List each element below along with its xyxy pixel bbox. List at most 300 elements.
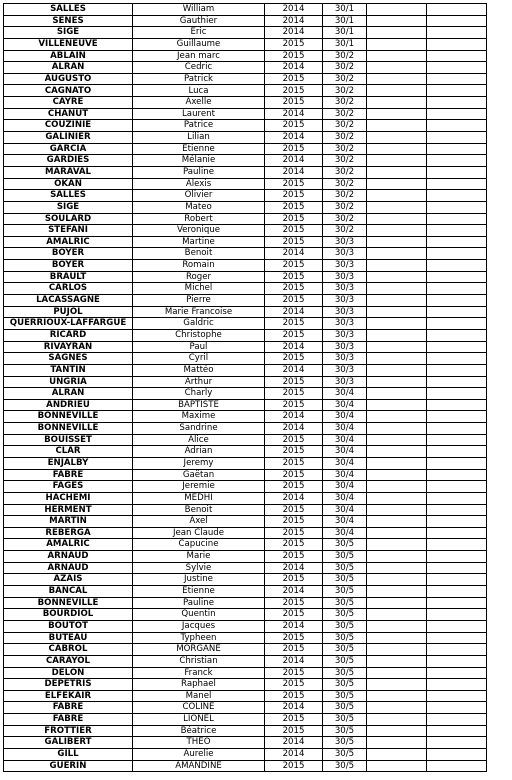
empty-cell[interactable] xyxy=(367,667,427,679)
year-cell[interactable]: 2015 xyxy=(265,190,323,202)
empty-cell[interactable] xyxy=(427,260,487,272)
empty-cell[interactable] xyxy=(427,155,487,167)
empty-cell[interactable] xyxy=(427,516,487,528)
empty-cell[interactable] xyxy=(367,329,427,341)
last-name-cell[interactable]: BUTEAU xyxy=(4,632,133,644)
year-cell[interactable]: 2014 xyxy=(265,620,323,632)
empty-cell[interactable] xyxy=(367,143,427,155)
empty-cell[interactable] xyxy=(367,411,427,423)
empty-cell[interactable] xyxy=(427,399,487,411)
last-name-cell[interactable]: BOYER xyxy=(4,248,133,260)
ranking-cell[interactable]: 30/2 xyxy=(323,225,367,237)
last-name-cell[interactable]: FROTTIER xyxy=(4,725,133,737)
ranking-cell[interactable]: 30/3 xyxy=(323,376,367,388)
ranking-cell[interactable]: 30/5 xyxy=(323,539,367,551)
first-name-cell[interactable]: Axel xyxy=(133,516,265,528)
empty-cell[interactable] xyxy=(427,527,487,539)
ranking-cell[interactable]: 30/1 xyxy=(323,27,367,39)
year-cell[interactable]: 2015 xyxy=(265,667,323,679)
empty-cell[interactable] xyxy=(367,562,427,574)
ranking-cell[interactable]: 30/5 xyxy=(323,690,367,702)
empty-cell[interactable] xyxy=(367,469,427,481)
year-cell[interactable]: 2015 xyxy=(265,283,323,295)
first-name-cell[interactable]: Sylvie xyxy=(133,562,265,574)
empty-cell[interactable] xyxy=(427,434,487,446)
empty-cell[interactable] xyxy=(427,423,487,435)
year-cell[interactable]: 2015 xyxy=(265,446,323,458)
empty-cell[interactable] xyxy=(427,341,487,353)
year-cell[interactable]: 2014 xyxy=(265,27,323,39)
ranking-cell[interactable]: 30/5 xyxy=(323,749,367,761)
empty-cell[interactable] xyxy=(367,423,427,435)
last-name-cell[interactable]: GALIBERT xyxy=(4,737,133,749)
last-name-cell[interactable]: DELON xyxy=(4,667,133,679)
ranking-cell[interactable]: 30/2 xyxy=(323,143,367,155)
first-name-cell[interactable]: Jacques xyxy=(133,620,265,632)
empty-cell[interactable] xyxy=(427,725,487,737)
first-name-cell[interactable]: Lilian xyxy=(133,132,265,144)
year-cell[interactable]: 2015 xyxy=(265,213,323,225)
ranking-cell[interactable]: 30/1 xyxy=(323,4,367,16)
year-cell[interactable]: 2014 xyxy=(265,423,323,435)
last-name-cell[interactable]: BOUTOT xyxy=(4,620,133,632)
empty-cell[interactable] xyxy=(367,15,427,27)
last-name-cell[interactable]: CAGNATO xyxy=(4,85,133,97)
first-name-cell[interactable]: COLINE xyxy=(133,702,265,714)
ranking-cell[interactable]: 30/5 xyxy=(323,667,367,679)
last-name-cell[interactable]: AZAÏS xyxy=(4,574,133,586)
first-name-cell[interactable]: Veronique xyxy=(133,225,265,237)
first-name-cell[interactable]: AMANDINE xyxy=(133,760,265,772)
empty-cell[interactable] xyxy=(427,318,487,330)
empty-cell[interactable] xyxy=(367,749,427,761)
last-name-cell[interactable]: OKAN xyxy=(4,178,133,190)
last-name-cell[interactable]: BONNEVILLE xyxy=(4,597,133,609)
last-name-cell[interactable]: ALRAN xyxy=(4,62,133,74)
last-name-cell[interactable]: SALLES xyxy=(4,4,133,16)
first-name-cell[interactable]: Manel xyxy=(133,690,265,702)
empty-cell[interactable] xyxy=(427,283,487,295)
empty-cell[interactable] xyxy=(427,539,487,551)
last-name-cell[interactable]: BOURDIOL xyxy=(4,609,133,621)
last-name-cell[interactable]: BONNEVILLE xyxy=(4,411,133,423)
year-cell[interactable]: 2015 xyxy=(265,271,323,283)
last-name-cell[interactable]: ARNAUD xyxy=(4,562,133,574)
ranking-cell[interactable]: 30/3 xyxy=(323,271,367,283)
empty-cell[interactable] xyxy=(367,620,427,632)
empty-cell[interactable] xyxy=(427,108,487,120)
year-cell[interactable]: 2015 xyxy=(265,178,323,190)
first-name-cell[interactable]: Capucine xyxy=(133,539,265,551)
year-cell[interactable]: 2014 xyxy=(265,702,323,714)
ranking-cell[interactable]: 30/2 xyxy=(323,132,367,144)
empty-cell[interactable] xyxy=(367,539,427,551)
empty-cell[interactable] xyxy=(427,73,487,85)
first-name-cell[interactable]: Luca xyxy=(133,85,265,97)
empty-cell[interactable] xyxy=(427,690,487,702)
empty-cell[interactable] xyxy=(427,655,487,667)
year-cell[interactable]: 2015 xyxy=(265,143,323,155)
empty-cell[interactable] xyxy=(367,364,427,376)
empty-cell[interactable] xyxy=(427,27,487,39)
last-name-cell[interactable]: BONNEVILLE xyxy=(4,423,133,435)
empty-cell[interactable] xyxy=(427,760,487,772)
year-cell[interactable]: 2015 xyxy=(265,353,323,365)
last-name-cell[interactable]: BOUISSET xyxy=(4,434,133,446)
ranking-cell[interactable]: 30/2 xyxy=(323,97,367,109)
empty-cell[interactable] xyxy=(367,399,427,411)
year-cell[interactable]: 2015 xyxy=(265,597,323,609)
year-cell[interactable]: 2015 xyxy=(265,539,323,551)
year-cell[interactable]: 2015 xyxy=(265,50,323,62)
empty-cell[interactable] xyxy=(367,504,427,516)
year-cell[interactable]: 2014 xyxy=(265,411,323,423)
year-cell[interactable]: 2015 xyxy=(265,644,323,656)
ranking-cell[interactable]: 30/4 xyxy=(323,504,367,516)
first-name-cell[interactable]: Jean Claude xyxy=(133,527,265,539)
ranking-cell[interactable]: 30/2 xyxy=(323,190,367,202)
empty-cell[interactable] xyxy=(367,50,427,62)
empty-cell[interactable] xyxy=(367,609,427,621)
ranking-cell[interactable]: 30/5 xyxy=(323,714,367,726)
year-cell[interactable]: 2015 xyxy=(265,201,323,213)
last-name-cell[interactable]: HACHEMI xyxy=(4,492,133,504)
year-cell[interactable]: 2015 xyxy=(265,457,323,469)
ranking-cell[interactable]: 30/5 xyxy=(323,760,367,772)
last-name-cell[interactable]: GARCIA xyxy=(4,143,133,155)
empty-cell[interactable] xyxy=(367,155,427,167)
empty-cell[interactable] xyxy=(367,27,427,39)
last-name-cell[interactable]: CARAYOL xyxy=(4,655,133,667)
last-name-cell[interactable]: CAYRE xyxy=(4,97,133,109)
year-cell[interactable]: 2014 xyxy=(265,562,323,574)
empty-cell[interactable] xyxy=(427,353,487,365)
empty-cell[interactable] xyxy=(427,667,487,679)
ranking-cell[interactable]: 30/2 xyxy=(323,108,367,120)
ranking-cell[interactable]: 30/3 xyxy=(323,236,367,248)
ranking-cell[interactable]: 30/1 xyxy=(323,38,367,50)
ranking-cell[interactable]: 30/5 xyxy=(323,597,367,609)
last-name-cell[interactable]: CARLOS xyxy=(4,283,133,295)
first-name-cell[interactable]: Raphael xyxy=(133,679,265,691)
last-name-cell[interactable]: AMALRIC xyxy=(4,236,133,248)
empty-cell[interactable] xyxy=(367,260,427,272)
empty-cell[interactable] xyxy=(427,609,487,621)
empty-cell[interactable] xyxy=(367,178,427,190)
empty-cell[interactable] xyxy=(427,620,487,632)
last-name-cell[interactable]: RICARD xyxy=(4,329,133,341)
year-cell[interactable]: 2015 xyxy=(265,329,323,341)
first-name-cell[interactable]: Mateo xyxy=(133,201,265,213)
ranking-cell[interactable]: 30/5 xyxy=(323,586,367,598)
first-name-cell[interactable]: Cedric xyxy=(133,62,265,74)
ranking-cell[interactable]: 30/1 xyxy=(323,15,367,27)
empty-cell[interactable] xyxy=(427,702,487,714)
ranking-cell[interactable]: 30/2 xyxy=(323,73,367,85)
ranking-cell[interactable]: 30/5 xyxy=(323,562,367,574)
first-name-cell[interactable]: Typheen xyxy=(133,632,265,644)
empty-cell[interactable] xyxy=(367,551,427,563)
empty-cell[interactable] xyxy=(367,341,427,353)
empty-cell[interactable] xyxy=(367,679,427,691)
first-name-cell[interactable]: Charly xyxy=(133,388,265,400)
ranking-cell[interactable]: 30/5 xyxy=(323,551,367,563)
year-cell[interactable]: 2014 xyxy=(265,737,323,749)
ranking-cell[interactable]: 30/4 xyxy=(323,411,367,423)
year-cell[interactable]: 2015 xyxy=(265,434,323,446)
first-name-cell[interactable]: Benoit xyxy=(133,504,265,516)
empty-cell[interactable] xyxy=(427,4,487,16)
empty-cell[interactable] xyxy=(427,225,487,237)
ranking-cell[interactable]: 30/5 xyxy=(323,644,367,656)
year-cell[interactable]: 2014 xyxy=(265,364,323,376)
empty-cell[interactable] xyxy=(427,504,487,516)
first-name-cell[interactable]: Galdric xyxy=(133,318,265,330)
last-name-cell[interactable]: ABLAIN xyxy=(4,50,133,62)
ranking-cell[interactable]: 30/5 xyxy=(323,609,367,621)
year-cell[interactable]: 2015 xyxy=(265,574,323,586)
last-name-cell[interactable]: SIGE xyxy=(4,27,133,39)
empty-cell[interactable] xyxy=(427,481,487,493)
empty-cell[interactable] xyxy=(427,562,487,574)
empty-cell[interactable] xyxy=(367,132,427,144)
year-cell[interactable]: 2015 xyxy=(265,714,323,726)
year-cell[interactable]: 2015 xyxy=(265,318,323,330)
empty-cell[interactable] xyxy=(427,178,487,190)
last-name-cell[interactable]: SIGE xyxy=(4,201,133,213)
ranking-cell[interactable]: 30/2 xyxy=(323,166,367,178)
empty-cell[interactable] xyxy=(427,597,487,609)
first-name-cell[interactable]: Mattéo xyxy=(133,364,265,376)
empty-cell[interactable] xyxy=(427,236,487,248)
empty-cell[interactable] xyxy=(367,446,427,458)
empty-cell[interactable] xyxy=(427,132,487,144)
ranking-cell[interactable]: 30/4 xyxy=(323,516,367,528)
last-name-cell[interactable]: ARNAUD xyxy=(4,551,133,563)
first-name-cell[interactable]: THEO xyxy=(133,737,265,749)
ranking-cell[interactable]: 30/3 xyxy=(323,364,367,376)
last-name-cell[interactable]: SAGNES xyxy=(4,353,133,365)
empty-cell[interactable] xyxy=(367,38,427,50)
last-name-cell[interactable]: FABRE xyxy=(4,469,133,481)
empty-cell[interactable] xyxy=(427,143,487,155)
empty-cell[interactable] xyxy=(367,690,427,702)
empty-cell[interactable] xyxy=(367,574,427,586)
first-name-cell[interactable]: Franck xyxy=(133,667,265,679)
empty-cell[interactable] xyxy=(427,388,487,400)
empty-cell[interactable] xyxy=(427,38,487,50)
empty-cell[interactable] xyxy=(367,353,427,365)
year-cell[interactable]: 2014 xyxy=(265,749,323,761)
first-name-cell[interactable]: Etienne xyxy=(133,586,265,598)
last-name-cell[interactable]: SOULARD xyxy=(4,213,133,225)
last-name-cell[interactable]: LACASSAGNE xyxy=(4,295,133,307)
ranking-cell[interactable]: 30/2 xyxy=(323,50,367,62)
ranking-cell[interactable]: 30/5 xyxy=(323,737,367,749)
empty-cell[interactable] xyxy=(367,166,427,178)
ranking-cell[interactable]: 30/4 xyxy=(323,399,367,411)
first-name-cell[interactable]: Aurelie xyxy=(133,749,265,761)
first-name-cell[interactable]: Robert xyxy=(133,213,265,225)
first-name-cell[interactable]: Michel xyxy=(133,283,265,295)
empty-cell[interactable] xyxy=(367,714,427,726)
first-name-cell[interactable]: MEDHI xyxy=(133,492,265,504)
empty-cell[interactable] xyxy=(367,201,427,213)
empty-cell[interactable] xyxy=(427,166,487,178)
empty-cell[interactable] xyxy=(367,73,427,85)
first-name-cell[interactable]: Olivier xyxy=(133,190,265,202)
year-cell[interactable]: 2015 xyxy=(265,260,323,272)
ranking-cell[interactable]: 30/5 xyxy=(323,620,367,632)
first-name-cell[interactable]: Laurent xyxy=(133,108,265,120)
first-name-cell[interactable]: Sandrine xyxy=(133,423,265,435)
first-name-cell[interactable]: Jean marc xyxy=(133,50,265,62)
year-cell[interactable]: 2014 xyxy=(265,166,323,178)
year-cell[interactable]: 2015 xyxy=(265,504,323,516)
empty-cell[interactable] xyxy=(427,62,487,74)
ranking-cell[interactable]: 30/4 xyxy=(323,446,367,458)
year-cell[interactable]: 2015 xyxy=(265,632,323,644)
first-name-cell[interactable]: Martine xyxy=(133,236,265,248)
last-name-cell[interactable]: COUZINIE xyxy=(4,120,133,132)
first-name-cell[interactable]: MORGANE xyxy=(133,644,265,656)
empty-cell[interactable] xyxy=(427,737,487,749)
empty-cell[interactable] xyxy=(427,457,487,469)
year-cell[interactable]: 2015 xyxy=(265,295,323,307)
first-name-cell[interactable]: Axelle xyxy=(133,97,265,109)
empty-cell[interactable] xyxy=(367,597,427,609)
empty-cell[interactable] xyxy=(427,201,487,213)
ranking-cell[interactable]: 30/3 xyxy=(323,260,367,272)
first-name-cell[interactable]: Quentin xyxy=(133,609,265,621)
last-name-cell[interactable]: STEFANI xyxy=(4,225,133,237)
empty-cell[interactable] xyxy=(427,97,487,109)
empty-cell[interactable] xyxy=(367,108,427,120)
first-name-cell[interactable]: Patrice xyxy=(133,120,265,132)
year-cell[interactable]: 2015 xyxy=(265,85,323,97)
first-name-cell[interactable]: Christophe xyxy=(133,329,265,341)
year-cell[interactable]: 2015 xyxy=(265,725,323,737)
last-name-cell[interactable]: ALRAN xyxy=(4,388,133,400)
first-name-cell[interactable]: Adrian xyxy=(133,446,265,458)
first-name-cell[interactable]: Etienne xyxy=(133,143,265,155)
year-cell[interactable]: 2015 xyxy=(265,38,323,50)
ranking-cell[interactable]: 30/5 xyxy=(323,702,367,714)
empty-cell[interactable] xyxy=(367,283,427,295)
last-name-cell[interactable]: GILL xyxy=(4,749,133,761)
last-name-cell[interactable]: QUERRIOUX-LAFFARGUE xyxy=(4,318,133,330)
year-cell[interactable]: 2015 xyxy=(265,225,323,237)
year-cell[interactable]: 2015 xyxy=(265,760,323,772)
empty-cell[interactable] xyxy=(367,97,427,109)
empty-cell[interactable] xyxy=(427,85,487,97)
empty-cell[interactable] xyxy=(427,551,487,563)
last-name-cell[interactable]: RIVAYRAN xyxy=(4,341,133,353)
first-name-cell[interactable]: Romain xyxy=(133,260,265,272)
ranking-cell[interactable]: 30/5 xyxy=(323,632,367,644)
last-name-cell[interactable]: FAGES xyxy=(4,481,133,493)
year-cell[interactable]: 2015 xyxy=(265,679,323,691)
empty-cell[interactable] xyxy=(367,527,427,539)
empty-cell[interactable] xyxy=(427,248,487,260)
last-name-cell[interactable]: MARTIN xyxy=(4,516,133,528)
year-cell[interactable]: 2015 xyxy=(265,73,323,85)
ranking-cell[interactable]: 30/2 xyxy=(323,201,367,213)
last-name-cell[interactable]: BRAULT xyxy=(4,271,133,283)
empty-cell[interactable] xyxy=(367,434,427,446)
year-cell[interactable]: 2014 xyxy=(265,655,323,667)
year-cell[interactable]: 2014 xyxy=(265,15,323,27)
year-cell[interactable]: 2015 xyxy=(265,97,323,109)
ranking-cell[interactable]: 30/3 xyxy=(323,306,367,318)
empty-cell[interactable] xyxy=(367,644,427,656)
last-name-cell[interactable]: TANTIN xyxy=(4,364,133,376)
empty-cell[interactable] xyxy=(367,213,427,225)
last-name-cell[interactable]: GUERIN xyxy=(4,760,133,772)
empty-cell[interactable] xyxy=(427,714,487,726)
first-name-cell[interactable]: Justine xyxy=(133,574,265,586)
empty-cell[interactable] xyxy=(367,236,427,248)
empty-cell[interactable] xyxy=(367,516,427,528)
year-cell[interactable]: 2015 xyxy=(265,609,323,621)
empty-cell[interactable] xyxy=(367,4,427,16)
empty-cell[interactable] xyxy=(427,120,487,132)
ranking-cell[interactable]: 30/4 xyxy=(323,492,367,504)
last-name-cell[interactable]: BOYER xyxy=(4,260,133,272)
last-name-cell[interactable]: CLAR xyxy=(4,446,133,458)
ranking-cell[interactable]: 30/3 xyxy=(323,283,367,295)
first-name-cell[interactable]: Christian xyxy=(133,655,265,667)
first-name-cell[interactable]: Jeremie xyxy=(133,481,265,493)
last-name-cell[interactable]: PUJOL xyxy=(4,306,133,318)
empty-cell[interactable] xyxy=(367,225,427,237)
year-cell[interactable]: 2015 xyxy=(265,690,323,702)
first-name-cell[interactable]: Gaëtan xyxy=(133,469,265,481)
empty-cell[interactable] xyxy=(367,725,427,737)
empty-cell[interactable] xyxy=(427,492,487,504)
first-name-cell[interactable]: Mélanie xyxy=(133,155,265,167)
ranking-cell[interactable]: 30/2 xyxy=(323,213,367,225)
empty-cell[interactable] xyxy=(427,329,487,341)
empty-cell[interactable] xyxy=(367,318,427,330)
last-name-cell[interactable]: VILLENEUVE xyxy=(4,38,133,50)
empty-cell[interactable] xyxy=(367,271,427,283)
first-name-cell[interactable]: Benoit xyxy=(133,248,265,260)
empty-cell[interactable] xyxy=(427,469,487,481)
first-name-cell[interactable]: BAPTISTE xyxy=(133,399,265,411)
year-cell[interactable]: 2014 xyxy=(265,155,323,167)
empty-cell[interactable] xyxy=(427,679,487,691)
first-name-cell[interactable]: Marie Francoise xyxy=(133,306,265,318)
empty-cell[interactable] xyxy=(367,702,427,714)
ranking-cell[interactable]: 30/3 xyxy=(323,318,367,330)
last-name-cell[interactable]: CHANUT xyxy=(4,108,133,120)
year-cell[interactable]: 2015 xyxy=(265,516,323,528)
ranking-cell[interactable]: 30/3 xyxy=(323,248,367,260)
last-name-cell[interactable]: ELFEKAIR xyxy=(4,690,133,702)
year-cell[interactable]: 2014 xyxy=(265,62,323,74)
year-cell[interactable]: 2014 xyxy=(265,306,323,318)
year-cell[interactable]: 2014 xyxy=(265,492,323,504)
year-cell[interactable]: 2015 xyxy=(265,236,323,248)
first-name-cell[interactable]: Pauline xyxy=(133,597,265,609)
empty-cell[interactable] xyxy=(427,749,487,761)
last-name-cell[interactable]: GALINIER xyxy=(4,132,133,144)
first-name-cell[interactable]: Maxime xyxy=(133,411,265,423)
last-name-cell[interactable]: FABRE xyxy=(4,702,133,714)
ranking-cell[interactable]: 30/2 xyxy=(323,155,367,167)
year-cell[interactable]: 2014 xyxy=(265,248,323,260)
